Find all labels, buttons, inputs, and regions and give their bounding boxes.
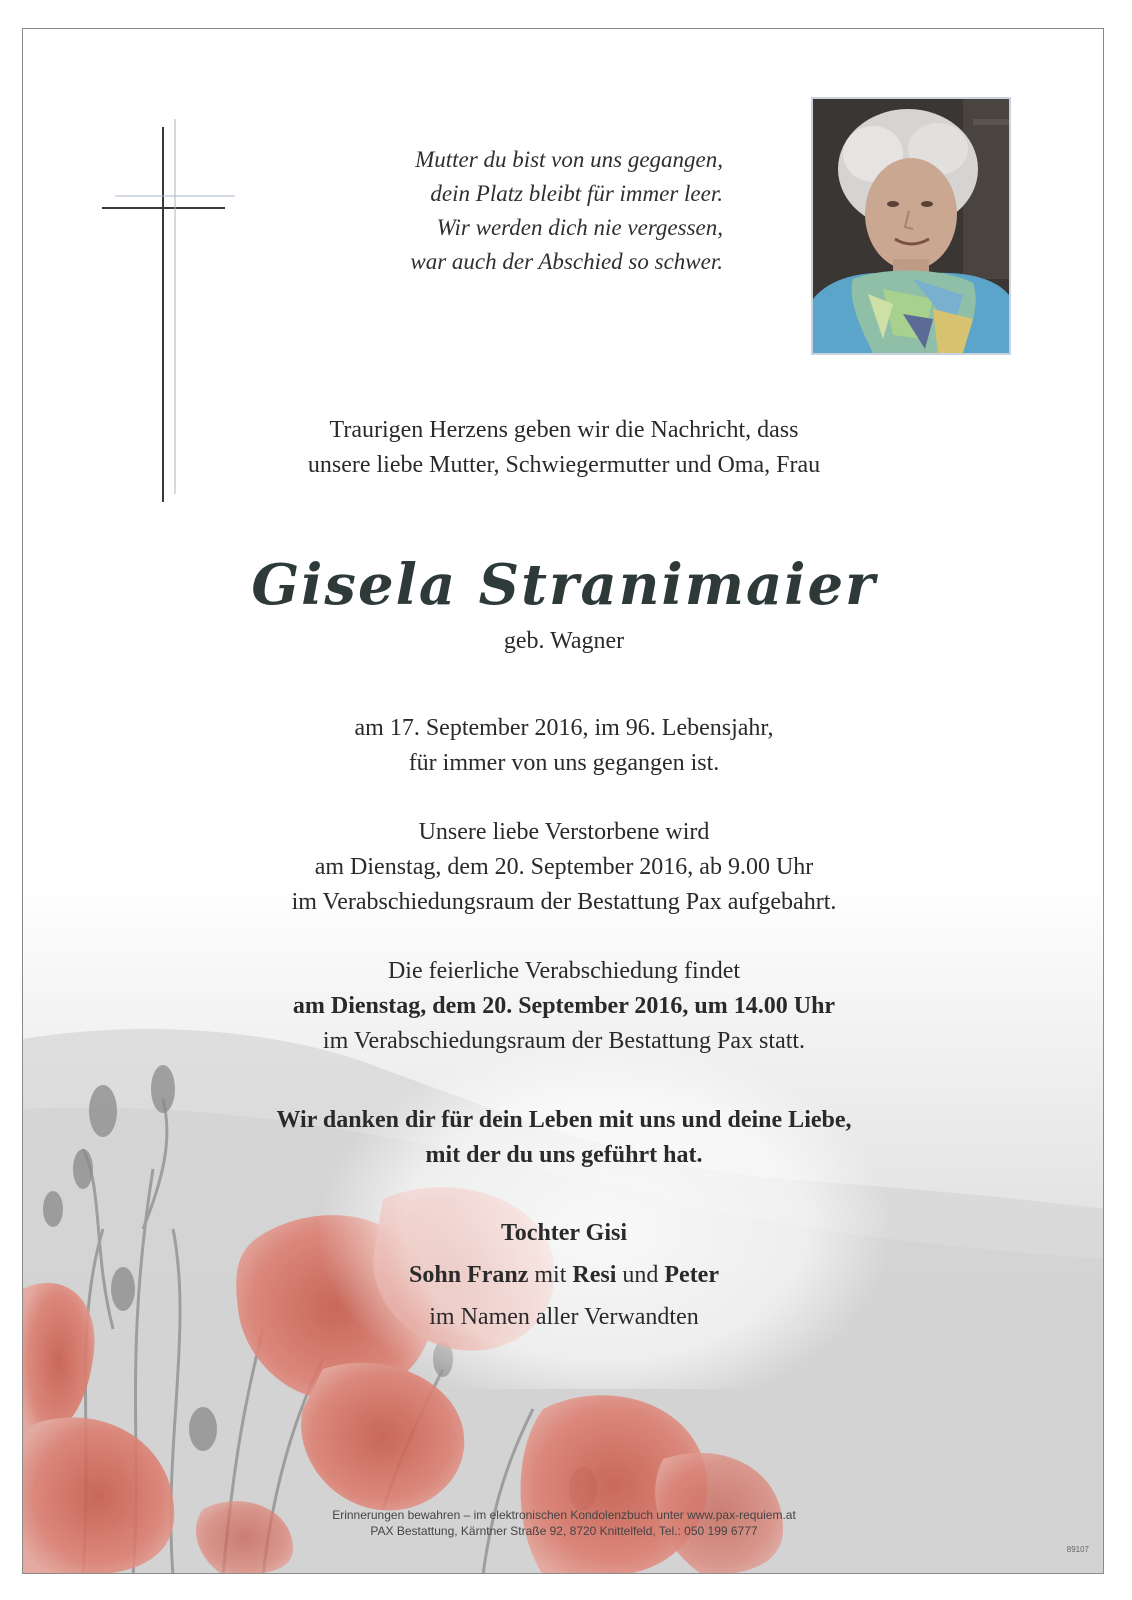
viewing-line: Unsere liebe Verstorbene wird	[418, 819, 710, 845]
mourner-line: Tochter Gisi	[500, 1220, 627, 1246]
deceased-name: Gisela Stranimaier	[251, 552, 877, 618]
poem-line: Mutter du bist von uns gegangen,	[415, 147, 723, 172]
mourner-line: im Namen aller Verwandten	[429, 1304, 699, 1330]
footer	[23, 1507, 1104, 1539]
death-info	[23, 711, 1104, 781]
page-frame	[22, 28, 1104, 1574]
thanks-text	[23, 1103, 1104, 1173]
announcement-line: unsere liebe Mutter, Schwiegermutter und Oma, Frau	[307, 452, 821, 478]
footer-line: Erinnerungen bewahren – im elektronischen Kondolenzbuch unter www.pax-requiem.at	[332, 1508, 796, 1522]
farewell-line: Die feierliche Verabschiedung findet	[387, 958, 741, 984]
footer-line: PAX Bestattung, Kärntner Straße 92, 8720 Knittelfeld, Tel.: 050 199 6777	[370, 1524, 758, 1538]
thanks-line: Wir danken dir für dein Leben mit uns und deine Liebe,	[276, 1107, 852, 1133]
portrait-photo	[811, 97, 1011, 355]
mourner-name: Peter	[664, 1262, 719, 1288]
mourner-connector: und	[622, 1262, 659, 1288]
poem-line: dein Platz bleibt für immer leer.	[430, 181, 723, 206]
mourner-name: Sohn Franz	[409, 1262, 529, 1288]
announcement	[23, 413, 1104, 483]
poem-line: Wir werden dich nie vergessen,	[436, 215, 723, 240]
poem	[323, 143, 723, 279]
viewing-line: am Dienstag, dem 20. September 2016, ab 9.00 Uhr	[314, 854, 814, 880]
mourner-name: Resi	[572, 1262, 617, 1288]
farewell-line: im Verabschiedungsraum der Bestattung Pax statt.	[322, 1028, 806, 1054]
death-line: für immer von uns gegangen ist.	[408, 750, 720, 776]
viewing-line: im Verabschiedungsraum der Bestattung Pax aufgebahrt.	[291, 889, 837, 915]
birth-name: geb. Wagner	[503, 628, 625, 654]
thanks-line: mit der du uns geführt hat.	[425, 1142, 703, 1168]
print-code: 89107	[1066, 1545, 1089, 1554]
farewell-info	[23, 954, 1104, 1059]
farewell-line-date: am Dienstag, dem 20. September 2016, um 14.00 Uhr	[292, 993, 836, 1019]
announcement-line: Traurigen Herzens geben wir die Nachricht, dass	[329, 417, 799, 443]
poem-line: war auch der Abschied so schwer.	[410, 249, 723, 274]
viewing-info	[23, 815, 1104, 920]
mourners	[23, 1212, 1104, 1338]
death-line: am 17. September 2016, im 96. Lebensjahr,	[354, 715, 774, 741]
mourner-connector: mit	[534, 1262, 567, 1288]
mourner-line	[23, 1254, 1104, 1296]
